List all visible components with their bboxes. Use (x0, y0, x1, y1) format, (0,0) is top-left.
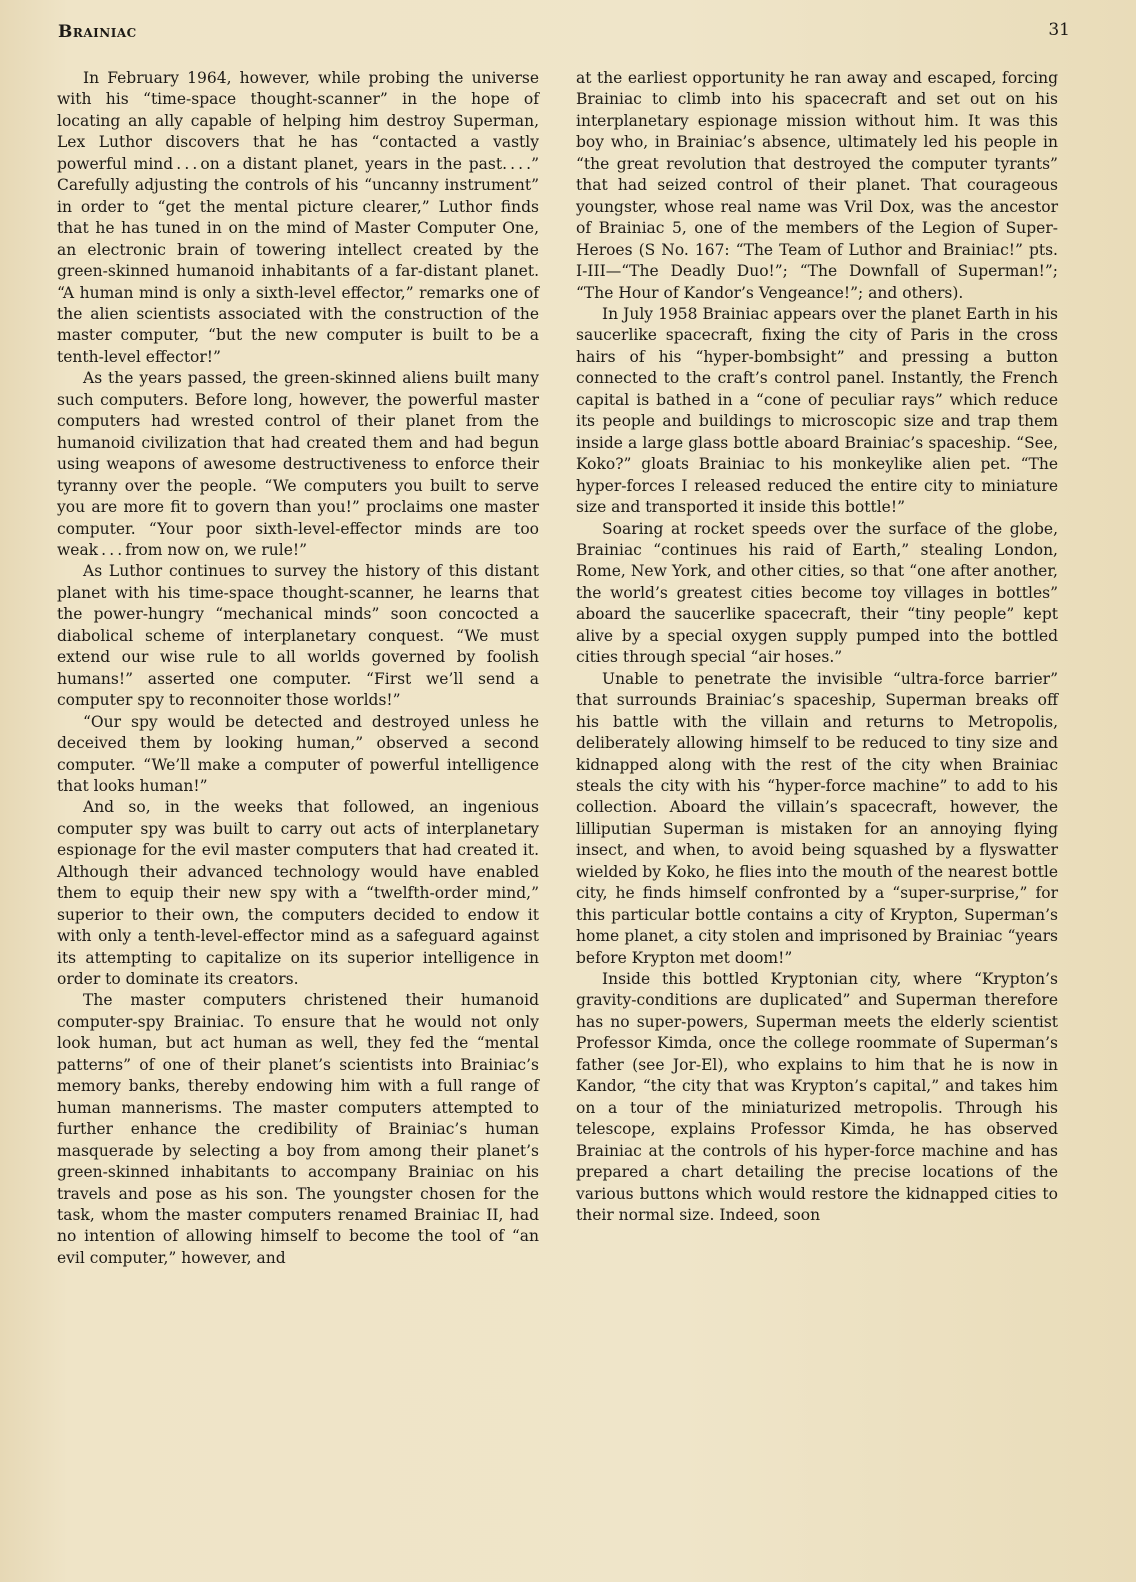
paragraph: As Luthor continues to survey the history of this distant planet with his time-space thought-scanner, he learns that the power-hungry “mechanical minds” soon concocted a diabolical scheme of interplanetary conquest. “We must extend our wise rule to all worlds governed by foolish humans!” asserted one computer. “First we’ll send a computer spy to reconnoiter those worlds!” (57, 562, 539, 710)
paragraph: And so, in the weeks that followed, an ingenious computer spy was built to carry out acts of interplanetary espionage for the evil master computers that had created it. Although their advanced technology would have enabled them to equip their new spy with a “twelfth-order mind,” superior to their own, the computers decided to endow it with only a tenth-level-effector mind as a safeguard against its attempting to capitalize on its superior intelligence in order to dominate its creators. (57, 798, 539, 989)
page-header (58, 20, 1070, 50)
right-column (576, 68, 1058, 1226)
running-head: Brainiac (58, 22, 137, 42)
paragraph: In February 1964, however, while probing the universe with his “time-space thought-scanner” in the hope of locating an ally capable of helping him destroy Superman, Lex Luthor discovers that he has “contacted a vastly powerful mind . . . on a distant planet, years in the past. . . .” Carefully adjusting the controls of his “uncanny instrument” in order to “get the mental picture clearer,” Luthor finds that he has tuned in on the mind of Master Computer One, an electronic brain of towering intellect created by the green-skinned humanoid inhabitants of a far-distant planet. “A human mind is only a sixth-level effector,” remarks one of the alien scientists associated with the construction of the master computer, “but the new computer is built to be a tenth-level effector!” (57, 69, 539, 366)
paragraph: Inside this bottled Kryptonian city, where “Krypton’s gravity-conditions are duplicated” and Superman therefore has no super-powers, Superman meets the elderly scientist Professor Kimda, once the college roommate of Superman’s father (see Jor-El), who explains to him that he is now in Kandor, “the city that was Krypton’s capital,” and takes him on a tour of the miniaturized metropolis. Through his telescope, explains Professor Kimda, he has observed Brainiac at the controls of his hyper-force machine and has prepared a chart detailing the precise locations of the various buttons which would restore the kidnapped cities to their normal size. Indeed, soon (576, 970, 1058, 1225)
paragraph: The master computers christened their humanoid computer-spy Brainiac. To ensure that he would not only look human, but act human as well, they fed the “mental patterns” of one of their planet’s scientists into Brainiac’s memory banks, thereby endowing him with a full range of human mannerisms. The master computers attempted to further enhance the credibility of Brainiac’s human masquerade by selecting a boy from among their planet’s green-skinned inhabitants to accompany Brainiac on his travels and pose as his son. The youngster chosen for the task, whom the master computers renamed Brainiac II, had no intention of allowing himself to become the tool of “an evil computer,” however, and (57, 991, 539, 1267)
paragraph: Unable to penetrate the invisible “ultra-force barrier” that surrounds Brainiac’s spaceship, Superman breaks off his battle with the villain and returns to Metropolis, deliberately allowing himself to be reduced to tiny size and kidnapped along with the rest of the city when Brainiac steals the city with his “hyper-force machine” to add to his collection. Aboard the villain’s spacecraft, however, the lilliputian Superman is mistaken for an annoying flying insect, and when, to avoid being squashed by a flyswatter wielded by Koko, he flies into the mouth of the nearest bottle city, he finds himself confronted by a “super-surprise,” for this particular bottle contains a city of Krypton, Superman’s home planet, a city stolen and imprisoned by Brainiac “years before Krypton met doom!” (576, 669, 1058, 967)
page-number: 31 (1048, 20, 1070, 40)
paragraph: As the years passed, the green-skinned aliens built many such computers. Before long, however, the powerful master computers had wrested control of their planet from the humanoid civilization that had created them and had begun using weapons of awesome destructiveness to enforce their tyranny over the people. “We computers you built to serve you are more fit to govern than you!” proclaims one master computer. “Your poor sixth-level-effector minds are too weak . . . from now on, we rule!” (57, 369, 539, 559)
paragraph-continued: at the earliest opportunity he ran away and escaped, forcing Brainiac to climb into his spacecraft and set out on his interplanetary espionage mission without him. It was this boy who, in Brainiac’s absence, ultimately led his people in “the great revolution that destroyed the computer tyrants” that had seized control of their planet. That courageous youngster, whose real name was Vril Dox, was the ancestor of Brainiac 5, one of the members of the Legion of Super-Heroes (S No. 167: “The Team of Luthor and Brainiac!” pts. I-III—“The Deadly Duo!”; “The Downfall of Superman!”; “The Hour of Kandor’s Vengeance!”; and others). (576, 69, 1058, 302)
paragraph: “Our spy would be detected and destroyed unless he deceived them by looking human,” observed a second computer. “We’ll make a computer of powerful intelligence that looks human!” (57, 712, 539, 795)
left-column (57, 68, 539, 1269)
paragraph: Soaring at rocket speeds over the surface of the globe, Brainiac “continues his raid of Earth,” stealing London, Rome, New York, and other cities, so that “one after another, the world’s greatest cities become toy villages in bottles” aboard the saucerlike spacecraft, their “tiny people” kept alive by a special oxygen supply pumped into the bottled cities through special “air hoses.” (576, 519, 1058, 667)
paragraph: In July 1958 Brainiac appears over the planet Earth in his saucerlike spacecraft, fixing the city of Paris in the cross hairs of his “hyper-bombsight” and pressing a button connected to the craft’s control panel. Instantly, the French capital is bathed in a “cone of peculiar rays” which reduce its people and buildings to microscopic size and trap them inside a large glass bottle aboard Brainiac’s spaceship. “See, Koko?” gloats Brainiac to his monkeylike alien pet. “The hyper-forces I released reduced the entire city to miniature size and transported it inside this bottle!” (576, 304, 1058, 517)
